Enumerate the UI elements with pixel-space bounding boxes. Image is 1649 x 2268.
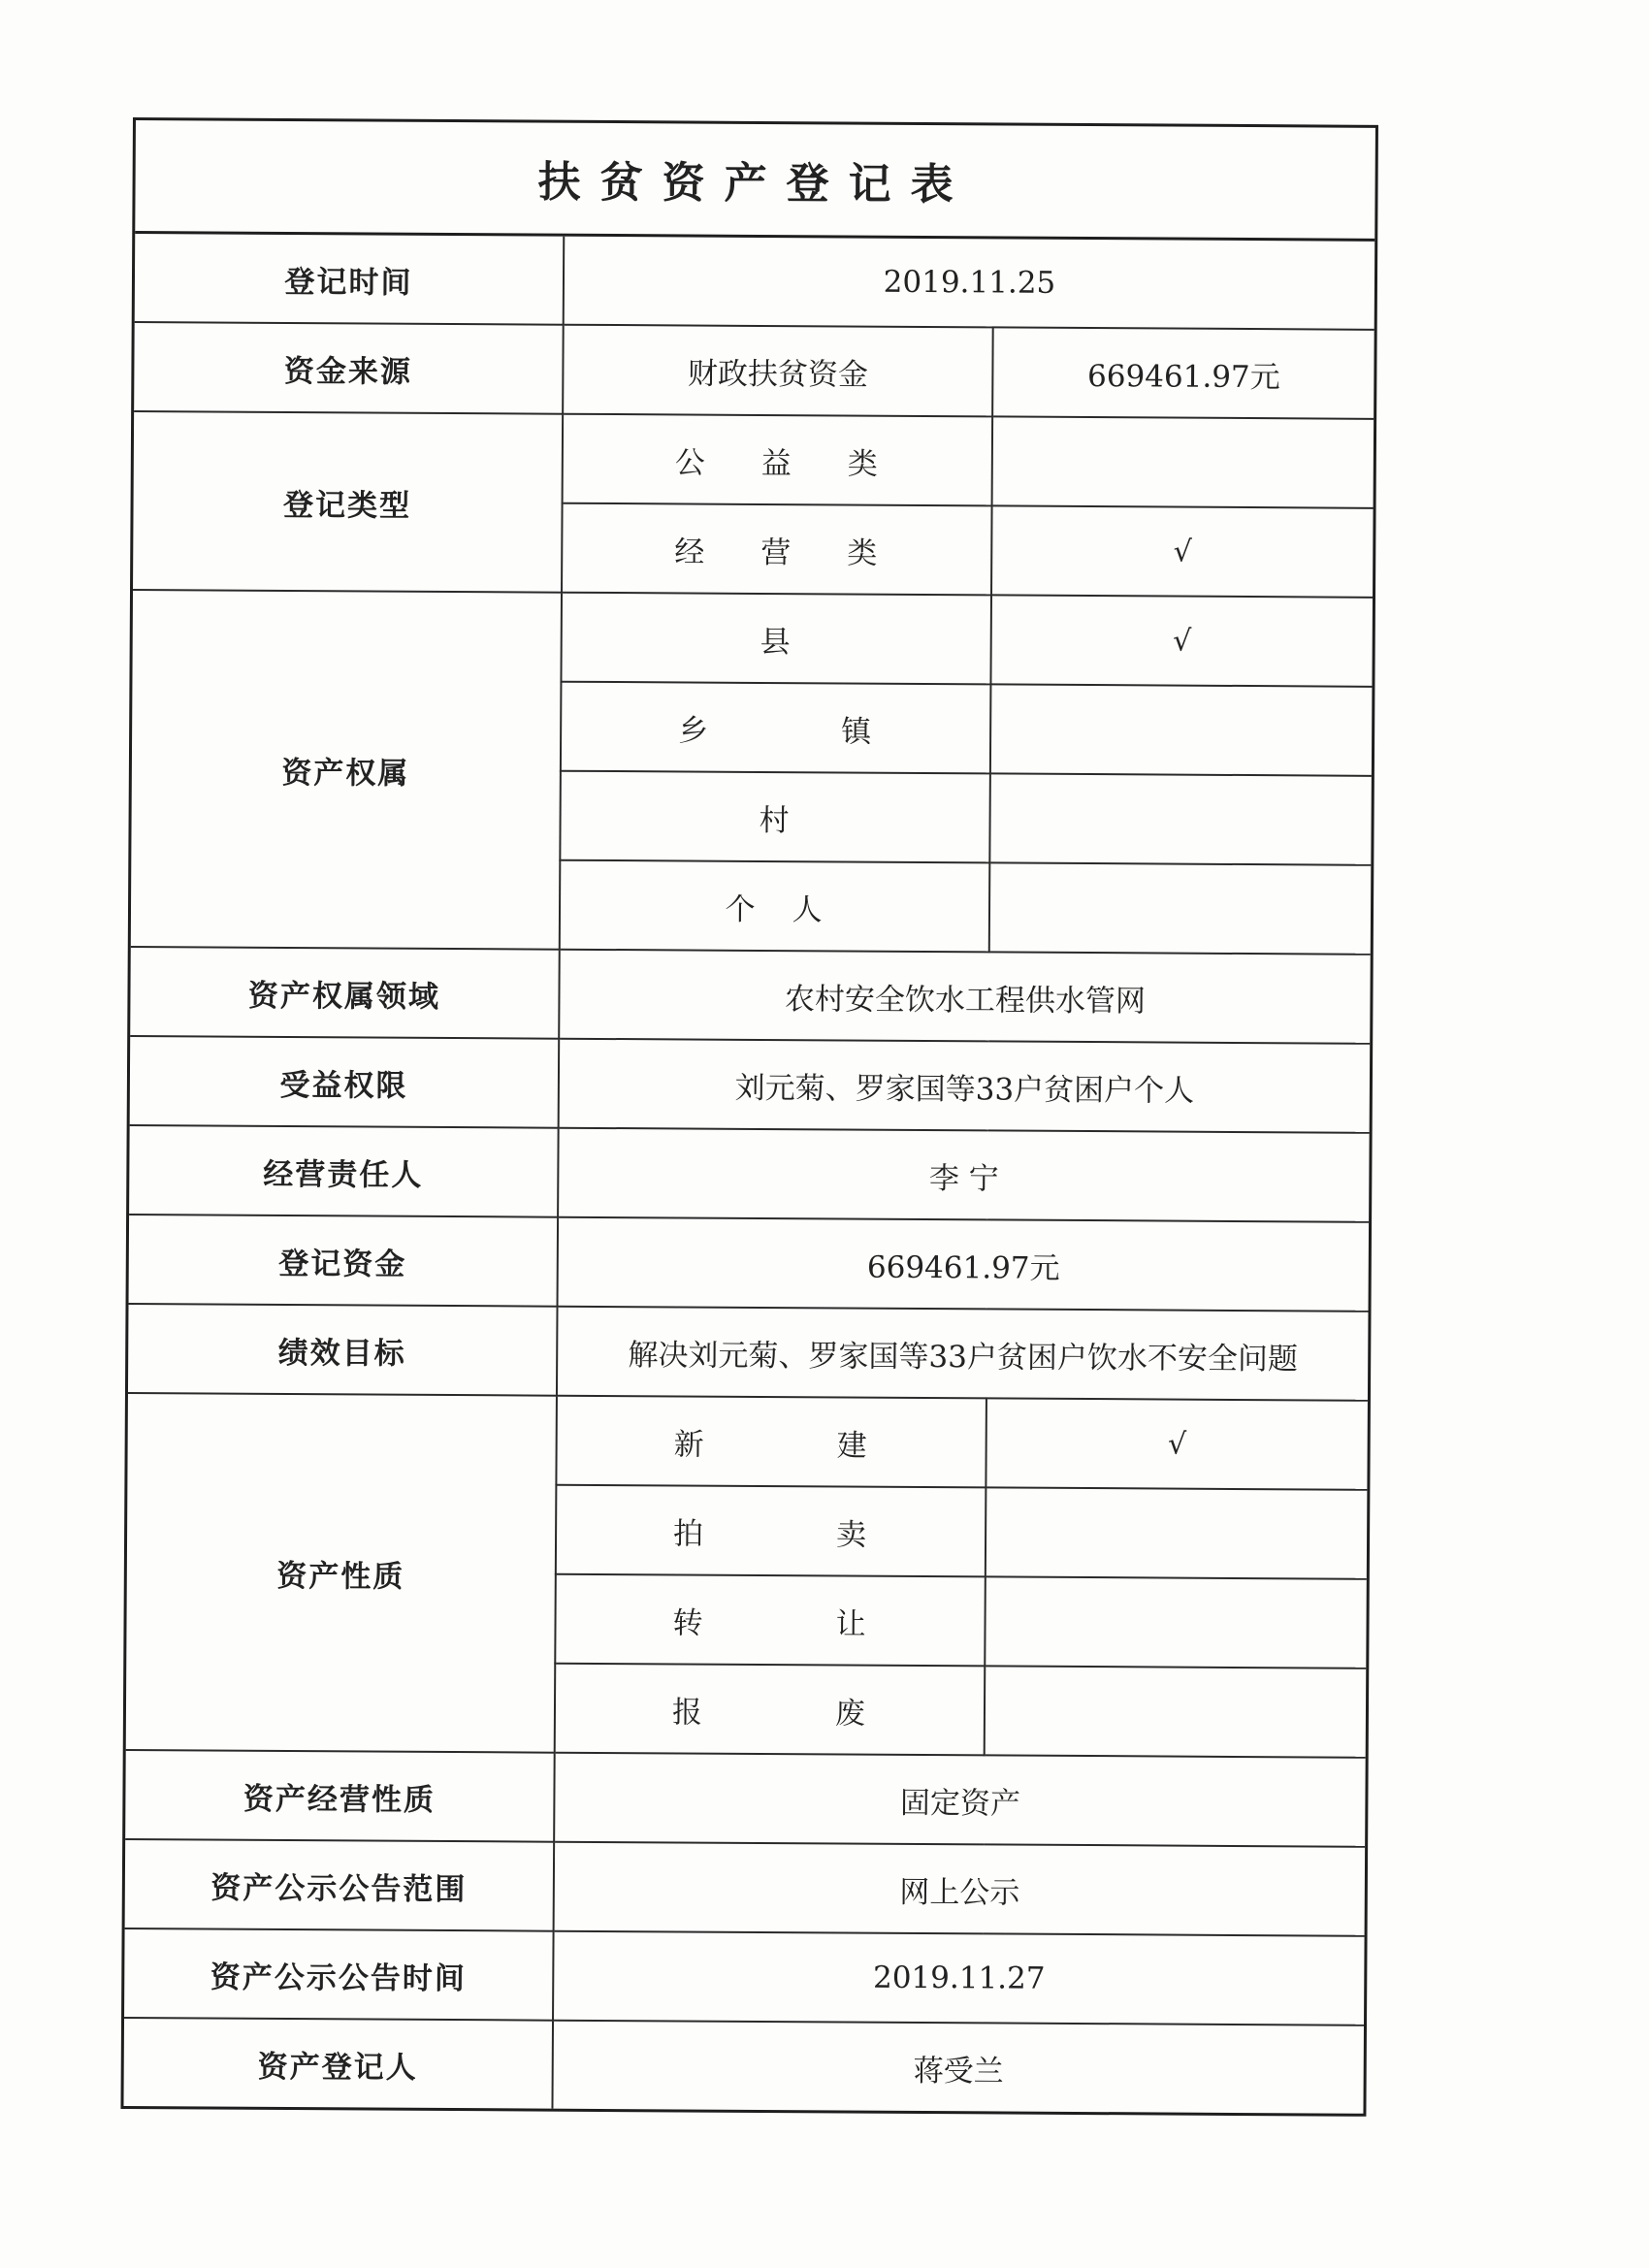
row-operation-nature [125, 1750, 1366, 1847]
domain-label: 资产权属领域 [130, 947, 560, 1039]
option-char: 废 [834, 1695, 868, 1732]
beneficiary-label: 受益权限 [130, 1036, 560, 1128]
ownership-check: √ [990, 595, 1373, 686]
row-manager [129, 1125, 1370, 1222]
register-type-label: 登记类型 [133, 411, 563, 593]
row-goal [128, 1304, 1369, 1401]
nature-option [555, 1574, 986, 1667]
option-char: 人 [792, 891, 824, 927]
publicity-scope-label: 资产公示公告范围 [125, 1839, 555, 1931]
asset-registration-form [120, 117, 1378, 2117]
option-char: 益 [760, 445, 793, 481]
row-publicity-scope [125, 1839, 1366, 1936]
option-char: 镇 [841, 713, 874, 750]
publicity-time-label: 资产公示公告时间 [124, 1928, 554, 2021]
nature-check [985, 1576, 1367, 1668]
manager-value: 李 宁 [558, 1128, 1370, 1222]
option-char: 转 [672, 1604, 705, 1641]
option-char: 营 [760, 535, 793, 570]
registered-fund-label: 登记资金 [129, 1215, 559, 1307]
row-fund-source [134, 322, 1374, 419]
operation-nature-value: 固定资产 [554, 1753, 1366, 1847]
row-domain [130, 947, 1371, 1044]
option-char: 经 [674, 534, 707, 570]
form-title: 扶贫资产登记表 [135, 120, 1375, 242]
row-register-type-1 [134, 411, 1374, 508]
row-register-time [135, 234, 1375, 330]
nature-check [986, 1487, 1368, 1578]
option-char: 个 [725, 891, 758, 927]
ownership-option [561, 682, 991, 774]
operation-nature-label: 资产经营性质 [125, 1750, 555, 1842]
option-char: 报 [671, 1694, 705, 1731]
form-table [123, 234, 1374, 2114]
ownership-option: 村 [560, 771, 990, 863]
row-registered-fund [129, 1215, 1370, 1312]
register-type-option [563, 414, 993, 506]
option-char: 让 [835, 1605, 868, 1642]
ownership-check [990, 684, 1373, 775]
row-registrar [123, 2018, 1364, 2114]
goal-value: 解决刘元菊、罗家国等33户贫困户饮水不安全问题 [557, 1307, 1369, 1401]
registered-fund-value: 669461.97元 [558, 1217, 1370, 1312]
beneficiary-value: 刘元菊、罗家国等33户贫困户个人 [559, 1039, 1371, 1133]
option-char: 公 [674, 444, 707, 481]
register-time-label: 登记时间 [135, 234, 565, 325]
register-type-option [562, 503, 992, 596]
publicity-scope-value: 网上公示 [554, 1842, 1366, 1936]
row-beneficiary [130, 1036, 1371, 1133]
ownership-check [989, 773, 1372, 864]
option-char: 建 [836, 1427, 869, 1464]
nature-check [985, 1666, 1367, 1757]
ownership-check [989, 862, 1372, 954]
nature-option [556, 1396, 986, 1488]
option-char: 类 [847, 535, 880, 571]
ownership-option: 县 [561, 593, 991, 685]
domain-value: 农村安全饮水工程供水管网 [559, 950, 1371, 1044]
row-nature-1 [127, 1393, 1368, 1490]
ownership-option [560, 860, 990, 953]
nature-check: √ [986, 1398, 1368, 1489]
option-char: 乡 [678, 712, 711, 749]
option-char: 拍 [672, 1515, 706, 1552]
register-type-check: √ [991, 505, 1374, 597]
register-time-value: 2019.11.25 [564, 237, 1375, 330]
fund-source-amount: 669461.97元 [992, 327, 1374, 418]
register-type-check [992, 416, 1374, 507]
ownership-label: 资产权属 [131, 590, 562, 950]
registrar-label: 资产登记人 [123, 2018, 553, 2109]
nature-option [555, 1664, 986, 1756]
fund-source-value: 财政扶贫资金 [563, 325, 993, 417]
option-char: 新 [673, 1426, 706, 1463]
option-char: 卖 [835, 1516, 869, 1553]
goal-label: 绩效目标 [128, 1304, 558, 1396]
nature-option [556, 1485, 986, 1577]
row-publicity-time [124, 1928, 1365, 2025]
fund-source-label: 资金来源 [134, 322, 564, 414]
nature-label: 资产性质 [126, 1393, 557, 1753]
manager-label: 经营责任人 [129, 1125, 559, 1217]
option-char: 类 [847, 446, 880, 482]
registrar-value: 蒋受兰 [552, 2021, 1364, 2114]
publicity-time-value: 2019.11.27 [553, 1931, 1365, 2025]
row-ownership-1 [132, 590, 1373, 687]
